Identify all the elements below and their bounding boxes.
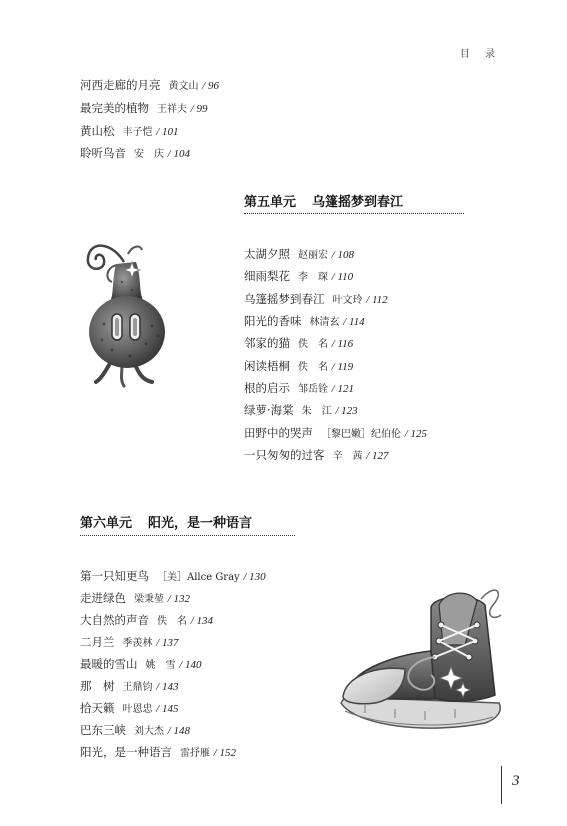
unit-title: 阳光，是一种语言 <box>148 516 253 531</box>
entry-page: / 143 <box>156 681 179 693</box>
page-number: 3 <box>512 773 520 789</box>
entry-title: 邻家的猫 <box>244 336 290 350</box>
entry-title: 聆听鸟音 <box>80 146 126 160</box>
entry-author: 王祥夫 <box>157 104 187 115</box>
entry-author: 佚 名 <box>298 362 328 373</box>
entry-page: / 104 <box>167 148 190 160</box>
gourd-creature-illustration <box>72 232 182 392</box>
entry-author: 姚 雪 <box>145 660 176 671</box>
toc-entry[interactable] <box>80 744 236 762</box>
toc-entry[interactable] <box>244 291 388 309</box>
entry-title: 阳光的香味 <box>244 314 302 328</box>
entry-author: 季羡林 <box>122 638 153 649</box>
toc-entry[interactable] <box>80 123 178 141</box>
entry-title: 根的启示 <box>244 381 290 395</box>
toc-entry[interactable] <box>80 590 190 608</box>
entry-title: 田野中的哭声 <box>244 426 313 440</box>
entry-page: / 125 <box>404 428 427 440</box>
entry-title: 那 树 <box>80 679 115 693</box>
entry-page: / 112 <box>366 294 388 306</box>
entry-author: 李 琛 <box>298 272 328 283</box>
entry-title: 第一只知更鸟 <box>80 569 149 583</box>
entry-author: 叶文玲 <box>332 295 363 306</box>
entry-page: / 132 <box>167 593 190 605</box>
toc-entry[interactable] <box>80 656 201 674</box>
entry-author: 朱 江 <box>301 406 332 417</box>
toc-entry[interactable] <box>244 402 358 420</box>
entry-author: 雷抒雁 <box>180 748 210 759</box>
entry-author: 叶恩忠 <box>122 704 153 715</box>
entry-page: / 96 <box>202 80 219 92</box>
entry-page: / 134 <box>190 615 213 627</box>
toc-entry[interactable] <box>244 380 354 398</box>
entry-title: 一只匆匆的过客 <box>244 448 325 462</box>
entry-title: 走进绿色 <box>80 591 126 605</box>
entry-page: / 108 <box>331 249 354 261</box>
sneaker-illustration <box>335 585 515 745</box>
section-heading-unit5 <box>244 191 403 210</box>
entry-author: 佚 名 <box>298 339 328 350</box>
entry-author: 王鼎钧 <box>122 682 153 693</box>
entry-page: / 152 <box>213 747 236 759</box>
entry-title: 细雨梨花 <box>244 269 290 283</box>
entry-page: / 130 <box>243 571 266 583</box>
entry-author: 赵丽宏 <box>298 250 328 261</box>
entry-page: / 110 <box>331 271 354 283</box>
heading-dotted-rule <box>80 535 295 536</box>
entry-title: 二月兰 <box>80 635 115 649</box>
entry-author: ［美］Allce Gray <box>157 572 240 583</box>
toc-entry[interactable] <box>80 145 190 163</box>
entry-title: 巴东三峡 <box>80 723 126 737</box>
entry-author: ［黎巴嫩］纪伯伦 <box>321 429 401 440</box>
entry-author: 林清玄 <box>309 317 340 328</box>
toc-entry[interactable] <box>80 100 207 118</box>
entry-page: / 119 <box>331 361 354 373</box>
toc-entry[interactable] <box>244 246 354 264</box>
toc-entry[interactable] <box>80 722 190 740</box>
entry-title: 绿萝·海棠 <box>244 403 294 417</box>
toc-entry[interactable] <box>244 313 365 331</box>
entry-page: / 123 <box>335 405 358 417</box>
entry-page: / 116 <box>331 338 354 350</box>
toc-entry[interactable] <box>244 425 427 443</box>
entry-title: 大自然的声音 <box>80 613 149 627</box>
entry-author: 佚 名 <box>157 616 187 627</box>
entry-page: / 99 <box>190 103 208 115</box>
entry-page: / 127 <box>366 450 389 462</box>
section-heading-unit6 <box>80 512 252 531</box>
toc-entry[interactable] <box>80 634 178 652</box>
toc-entry[interactable] <box>80 612 213 630</box>
page-number-rule <box>501 766 502 804</box>
toc-entry[interactable] <box>244 358 353 376</box>
entry-author: 黄文山 <box>168 81 199 92</box>
entry-author: 邹岳铨 <box>298 384 328 395</box>
entry-author: 刘大杰 <box>134 726 164 737</box>
unit-title: 乌篷摇梦到春江 <box>312 195 404 210</box>
entry-title: 最完美的植物 <box>80 101 149 115</box>
entry-title: 乌篷摇梦到春江 <box>244 292 325 306</box>
entry-author: 安 庆 <box>134 149 164 160</box>
toc-entry[interactable] <box>80 700 178 718</box>
entry-page: / 148 <box>167 725 190 737</box>
toc-entry[interactable] <box>244 268 353 286</box>
toc-entry[interactable] <box>80 678 178 696</box>
toc-entry[interactable] <box>80 568 266 586</box>
entry-author: 梁秉堃 <box>134 594 164 605</box>
entry-page: / 121 <box>331 383 354 395</box>
entry-title: 闲读梧桐 <box>244 359 290 373</box>
entry-title: 太湖夕照 <box>244 247 290 261</box>
entry-author: 丰子恺 <box>122 127 153 138</box>
toc-entry[interactable] <box>80 77 219 95</box>
entry-title: 拾天籁 <box>80 701 115 715</box>
entry-title: 最暖的雪山 <box>80 657 138 671</box>
entry-page: / 137 <box>156 637 179 649</box>
entry-page: / 114 <box>343 316 365 328</box>
unit-label: 第五单元 <box>244 195 297 210</box>
entry-title: 阳光，是一种语言 <box>80 745 172 759</box>
entry-title: 黄山松 <box>80 124 115 138</box>
entry-title: 河西走廊的月亮 <box>80 78 161 92</box>
unit-label: 第六单元 <box>80 516 133 531</box>
heading-dotted-rule <box>244 213 464 214</box>
entry-author: 辛 茜 <box>332 451 363 462</box>
header-title: 目 录 <box>459 49 501 60</box>
toc-entry[interactable] <box>244 447 388 465</box>
entry-page: / 140 <box>179 659 202 671</box>
toc-entry[interactable] <box>244 335 353 353</box>
entry-page: / 145 <box>156 703 179 715</box>
entry-page: / 101 <box>156 126 179 138</box>
